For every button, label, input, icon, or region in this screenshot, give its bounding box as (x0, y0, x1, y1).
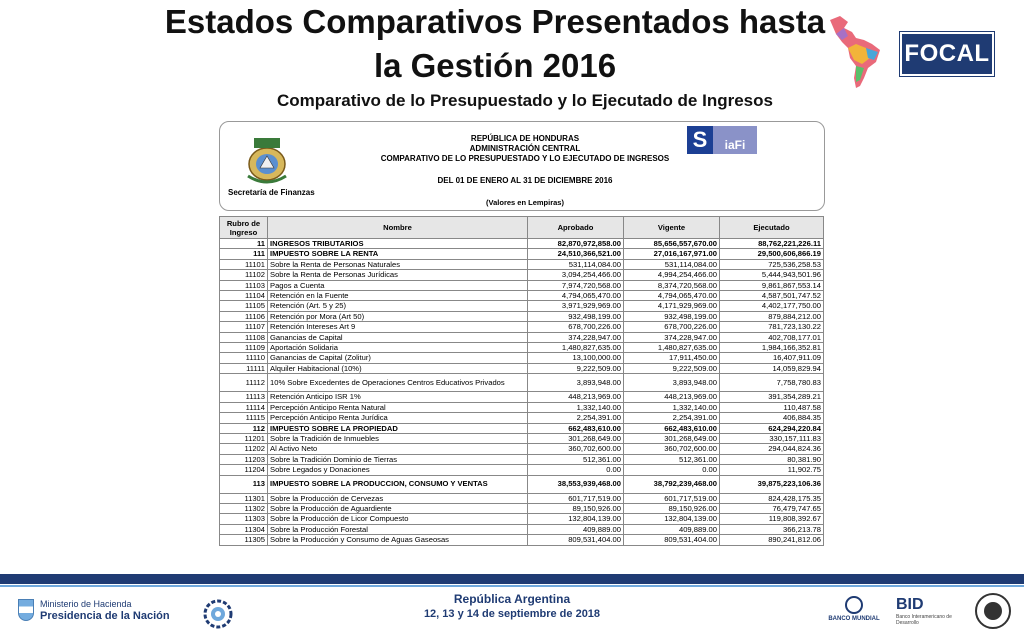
cell-ejecutado: 330,157,111.83 (720, 433, 824, 443)
document-header (219, 121, 825, 211)
cell-rubro: 11104 (220, 291, 268, 301)
cell-vigente: 38,792,239,468.00 (624, 475, 720, 493)
budget-document (219, 121, 825, 558)
event-dates: 12, 13 y 14 de septiembre de 2018 (423, 608, 601, 620)
imf-seal-center (984, 602, 1002, 620)
cell-vigente: 301,268,649.00 (624, 433, 720, 443)
header-line-2: ADMINISTRACIÓN CENTRAL (469, 144, 581, 153)
gear-emblem-icon (200, 597, 236, 631)
cell-nombre: Sobre la Renta de Personas Jurídicas (268, 270, 528, 280)
cell-nombre: Ganancias de Capital (Zolitur) (268, 353, 528, 363)
cell-vigente: 17,911,450.00 (624, 353, 720, 363)
table-row (220, 454, 824, 464)
cell-ejecutado: 88,762,221,226.11 (720, 239, 824, 249)
table-row (220, 374, 824, 392)
cell-vigente: 132,804,139.00 (624, 514, 720, 524)
bid-logo (896, 596, 960, 626)
cell-ejecutado: 80,381.90 (720, 454, 824, 464)
header-line-1: REPÚBLICA DE HONDURAS (470, 134, 580, 143)
cell-nombre: Retención por Mora (Art 50) (268, 311, 528, 321)
table-row (220, 291, 824, 301)
cell-vigente: 531,114,084.00 (624, 259, 720, 269)
cell-rubro: 11109 (220, 343, 268, 353)
cell-ejecutado: 29,500,606,866.19 (720, 249, 824, 259)
table-row (220, 514, 824, 524)
table-row (220, 535, 824, 545)
cell-aprobado: 512,361.00 (528, 454, 624, 464)
slide-title (120, 0, 870, 88)
cell-rubro: 11301 (220, 493, 268, 503)
cell-nombre: Sobre la Tradición Dominio de Tierras (268, 454, 528, 464)
table-row (220, 259, 824, 269)
cell-nombre: Retención (Art. 5 y 25) (268, 301, 528, 311)
col-header-ejecutado: Ejecutado (720, 217, 824, 239)
cell-aprobado: 1,480,827,635.00 (528, 343, 624, 353)
cell-rubro: 11 (220, 239, 268, 249)
cell-ejecutado: 879,884,212.00 (720, 311, 824, 321)
cell-ejecutado: 781,723,130.22 (720, 322, 824, 332)
cell-aprobado: 374,228,947.00 (528, 332, 624, 342)
cell-vigente: 678,700,226.00 (624, 322, 720, 332)
cell-nombre: Sobre la Producción de Cervezas (268, 493, 528, 503)
cell-aprobado: 132,804,139.00 (528, 514, 624, 524)
cell-aprobado: 3,893,948.00 (528, 374, 624, 392)
cell-vigente: 1,332,140.00 (624, 402, 720, 412)
cell-aprobado: 2,254,391.00 (528, 413, 624, 423)
cell-nombre: Retención en la Fuente (268, 291, 528, 301)
cell-rubro: 112 (220, 423, 268, 433)
cell-nombre: 10% Sobre Excedentes de Operaciones Centros Educativos Privados (268, 374, 528, 392)
cell-vigente: 4,171,929,969.00 (624, 301, 720, 311)
cell-vigente: 0.00 (624, 465, 720, 475)
cell-nombre: Percepción Anticipo Renta Natural (268, 402, 528, 412)
cell-aprobado: 301,268,649.00 (528, 433, 624, 443)
header-line-3: COMPARATIVO DE LO PRESUPUESTADO Y LO EJECUTADO DE INGRESOS (380, 154, 670, 163)
ministry-text (40, 598, 170, 622)
cell-aprobado: 601,717,519.00 (528, 493, 624, 503)
cell-rubro: 11111 (220, 363, 268, 373)
cell-ejecutado: 14,059,829.94 (720, 363, 824, 373)
table-row (220, 363, 824, 373)
cell-rubro: 11114 (220, 402, 268, 412)
cell-ejecutado: 391,354,289.21 (720, 392, 824, 402)
cell-aprobado: 3,094,254,466.00 (528, 270, 624, 280)
cell-nombre: INGRESOS TRIBUTARIOS (268, 239, 528, 249)
event-info (380, 592, 644, 620)
table-row (220, 301, 824, 311)
cell-rubro: 11105 (220, 301, 268, 311)
siafi-logo-text: iaFi (713, 126, 757, 154)
ministry-line-1: Ministerio de Hacienda (40, 599, 132, 609)
cell-nombre: Aportación Solidaria (268, 343, 528, 353)
cell-rubro: 11101 (220, 259, 268, 269)
cell-ejecutado: 39,875,223,106.36 (720, 475, 824, 493)
cell-ejecutado: 406,884.35 (720, 413, 824, 423)
cell-aprobado: 1,332,140.00 (528, 402, 624, 412)
siafi-logo (687, 126, 757, 154)
cell-aprobado: 932,498,199.00 (528, 311, 624, 321)
cell-rubro: 111 (220, 249, 268, 259)
cell-vigente: 9,222,509.00 (624, 363, 720, 373)
cell-rubro: 11201 (220, 433, 268, 443)
cell-nombre: Sobre Legados y Donaciones (268, 465, 528, 475)
cell-nombre: IMPUESTO SOBRE LA PRODUCCION, CONSUMO Y VENTAS (268, 475, 528, 493)
cell-ejecutado: 76,479,747.65 (720, 503, 824, 513)
latin-america-map-icon (826, 14, 888, 90)
table-row (220, 475, 824, 493)
cell-aprobado: 531,114,084.00 (528, 259, 624, 269)
cell-vigente: 662,483,610.00 (624, 423, 720, 433)
cell-aprobado: 24,510,366,521.00 (528, 249, 624, 259)
cell-rubro: 11103 (220, 280, 268, 290)
table-row (220, 322, 824, 332)
cell-ejecutado: 824,428,175.35 (720, 493, 824, 503)
cell-vigente: 2,254,391.00 (624, 413, 720, 423)
cell-vigente: 89,150,926.00 (624, 503, 720, 513)
cell-ejecutado: 7,758,780.83 (720, 374, 824, 392)
cell-rubro: 113 (220, 475, 268, 493)
siafi-logo-s: S (687, 126, 713, 154)
cell-ejecutado: 4,402,177,750.00 (720, 301, 824, 311)
table-row (220, 444, 824, 454)
cell-rubro: 11115 (220, 413, 268, 423)
header-period: DEL 01 DE ENERO AL 31 DE DICIEMBRE 2016 (437, 176, 613, 185)
cell-rubro: 11113 (220, 392, 268, 402)
cell-aprobado: 3,971,929,969.00 (528, 301, 624, 311)
table-header-row (220, 217, 824, 239)
table-row (220, 249, 824, 259)
cell-ejecutado: 624,294,220.84 (720, 423, 824, 433)
table-row (220, 332, 824, 342)
bid-sublabel: Banco Interamericano de Desarrollo (896, 614, 952, 626)
cell-vigente: 3,893,948.00 (624, 374, 720, 392)
cell-rubro: 11204 (220, 465, 268, 475)
table-row (220, 423, 824, 433)
table-row (220, 392, 824, 402)
cell-rubro: 11102 (220, 270, 268, 280)
cell-aprobado: 9,222,509.00 (528, 363, 624, 373)
col-header-rubro: Rubro de Ingreso (220, 217, 268, 239)
cell-vigente: 409,889.00 (624, 524, 720, 534)
cell-rubro: 11107 (220, 322, 268, 332)
cell-nombre: Sobre la Tradición de Inmuebles (268, 433, 528, 443)
imf-seal-icon (975, 593, 1011, 629)
banco-mundial-label: BANCO MUNDIAL (828, 616, 880, 622)
table-row (220, 270, 824, 280)
footer-line (0, 585, 1024, 587)
cell-nombre: Sobre la Producción y Consumo de Aguas Gaseosas (268, 535, 528, 545)
cell-vigente: 932,498,199.00 (624, 311, 720, 321)
cell-ejecutado: 119,808,392.67 (720, 514, 824, 524)
table-row (220, 524, 824, 534)
cell-rubro: 11302 (220, 503, 268, 513)
cell-nombre: Ganancias de Capital (268, 332, 528, 342)
cell-ejecutado: 294,044,824.36 (720, 444, 824, 454)
table-row (220, 311, 824, 321)
cell-aprobado: 662,483,610.00 (528, 423, 624, 433)
cell-vigente: 809,531,404.00 (624, 535, 720, 545)
cell-vigente: 374,228,947.00 (624, 332, 720, 342)
cell-ejecutado: 11,902.75 (720, 465, 824, 475)
cell-vigente: 512,361.00 (624, 454, 720, 464)
secretaria-label: Secretaría de Finanzas (228, 188, 315, 197)
cell-vigente: 1,480,827,635.00 (624, 343, 720, 353)
cell-ejecutado: 9,861,867,553.14 (720, 280, 824, 290)
document-title (340, 134, 710, 164)
cell-vigente: 601,717,519.00 (624, 493, 720, 503)
cell-aprobado: 360,702,600.00 (528, 444, 624, 454)
table-row (220, 353, 824, 363)
cell-aprobado: 809,531,404.00 (528, 535, 624, 545)
cell-ejecutado: 5,444,943,501.96 (720, 270, 824, 280)
cell-rubro: 11106 (220, 311, 268, 321)
cell-nombre: Pagos a Cuenta (268, 280, 528, 290)
slide-subtitle: Comparativo de lo Presupuestado y lo Ejecutado de Ingresos (277, 91, 773, 110)
cell-ejecutado: 402,708,177.01 (720, 332, 824, 342)
globe-icon (845, 596, 863, 614)
cell-ejecutado: 890,241,812.06 (720, 535, 824, 545)
cell-vigente: 4,994,254,466.00 (624, 270, 720, 280)
cell-nombre: Sobre la Producción Forestal (268, 524, 528, 534)
cell-nombre: Sobre la Renta de Personas Naturales (268, 259, 528, 269)
cell-ejecutado: 1,984,166,352.81 (720, 343, 824, 353)
cell-rubro: 11110 (220, 353, 268, 363)
cell-aprobado: 7,974,720,568.00 (528, 280, 624, 290)
table-row (220, 280, 824, 290)
cell-aprobado: 0.00 (528, 465, 624, 475)
col-header-nombre: Nombre (268, 217, 528, 239)
col-header-aprobado: Aprobado (528, 217, 624, 239)
event-country: República Argentina (453, 592, 571, 606)
cell-nombre: Retención Intereses Art 9 (268, 322, 528, 332)
cell-rubro: 11203 (220, 454, 268, 464)
table-row (220, 343, 824, 353)
header-units: (Valores en Lempiras) (486, 198, 564, 207)
table-row (220, 413, 824, 423)
table-row (220, 493, 824, 503)
cell-nombre: Percepción Anticipo Renta Jurídica (268, 413, 528, 423)
table-row (220, 465, 824, 475)
cell-rubro: 11305 (220, 535, 268, 545)
table-body (220, 239, 824, 546)
footer-band (0, 574, 1024, 584)
cell-nombre: IMPUESTO SOBRE LA PROPIEDAD (268, 423, 528, 433)
table-row (220, 503, 824, 513)
cell-aprobado: 678,700,226.00 (528, 322, 624, 332)
cell-aprobado: 89,150,926.00 (528, 503, 624, 513)
cell-vigente: 27,016,167,971.00 (624, 249, 720, 259)
cell-vigente: 8,374,720,568.00 (624, 280, 720, 290)
cell-nombre: Sobre la Producción de Aguardiente (268, 503, 528, 513)
cell-vigente: 85,656,557,670.00 (624, 239, 720, 249)
cell-ejecutado: 16,407,911.09 (720, 353, 824, 363)
col-header-vigente: Vigente (624, 217, 720, 239)
table-row (220, 239, 824, 249)
slide-title-line1: Estados Comparativos Presentados hasta (164, 3, 826, 40)
cell-ejecutado: 725,536,258.53 (720, 259, 824, 269)
cell-rubro: 11304 (220, 524, 268, 534)
slide-title-line2: la Gestión 2016 (373, 47, 617, 84)
cell-nombre: Retención Anticipo ISR 1% (268, 392, 528, 402)
cell-nombre: IMPUESTO SOBRE LA RENTA (268, 249, 528, 259)
cell-rubro: 11303 (220, 514, 268, 524)
cell-aprobado: 4,794,065,470.00 (528, 291, 624, 301)
ministerio-hacienda-logo (18, 598, 170, 622)
table-row (220, 402, 824, 412)
cell-nombre: Alquiler Habitacional (10%) (268, 363, 528, 373)
cell-ejecutado: 110,487.58 (720, 402, 824, 412)
cell-vigente: 360,702,600.00 (624, 444, 720, 454)
argentina-shield-icon (18, 599, 34, 621)
cell-aprobado: 13,100,000.00 (528, 353, 624, 363)
cell-ejecutado: 366,213.78 (720, 524, 824, 534)
focal-logo: FOCAL (900, 32, 994, 76)
bid-label: BID (896, 596, 924, 613)
cell-aprobado: 409,889.00 (528, 524, 624, 534)
honduras-coat-of-arms-icon (242, 134, 292, 188)
banco-mundial-logo (822, 596, 886, 622)
cell-aprobado: 38,553,939,468.00 (528, 475, 624, 493)
cell-nombre: Al Activo Neto (268, 444, 528, 454)
cell-rubro: 11202 (220, 444, 268, 454)
cell-ejecutado: 4,587,501,747.52 (720, 291, 824, 301)
cell-aprobado: 448,213,969.00 (528, 392, 624, 402)
ministry-line-2: Presidencia de la Nación (40, 610, 170, 622)
cell-rubro: 11108 (220, 332, 268, 342)
cell-aprobado: 82,870,972,858.00 (528, 239, 624, 249)
income-comparison-table (219, 216, 824, 546)
cell-vigente: 4,794,065,470.00 (624, 291, 720, 301)
cell-rubro: 11112 (220, 374, 268, 392)
cell-vigente: 448,213,969.00 (624, 392, 720, 402)
table-row (220, 433, 824, 443)
cell-nombre: Sobre la Producción de Licor Compuesto (268, 514, 528, 524)
